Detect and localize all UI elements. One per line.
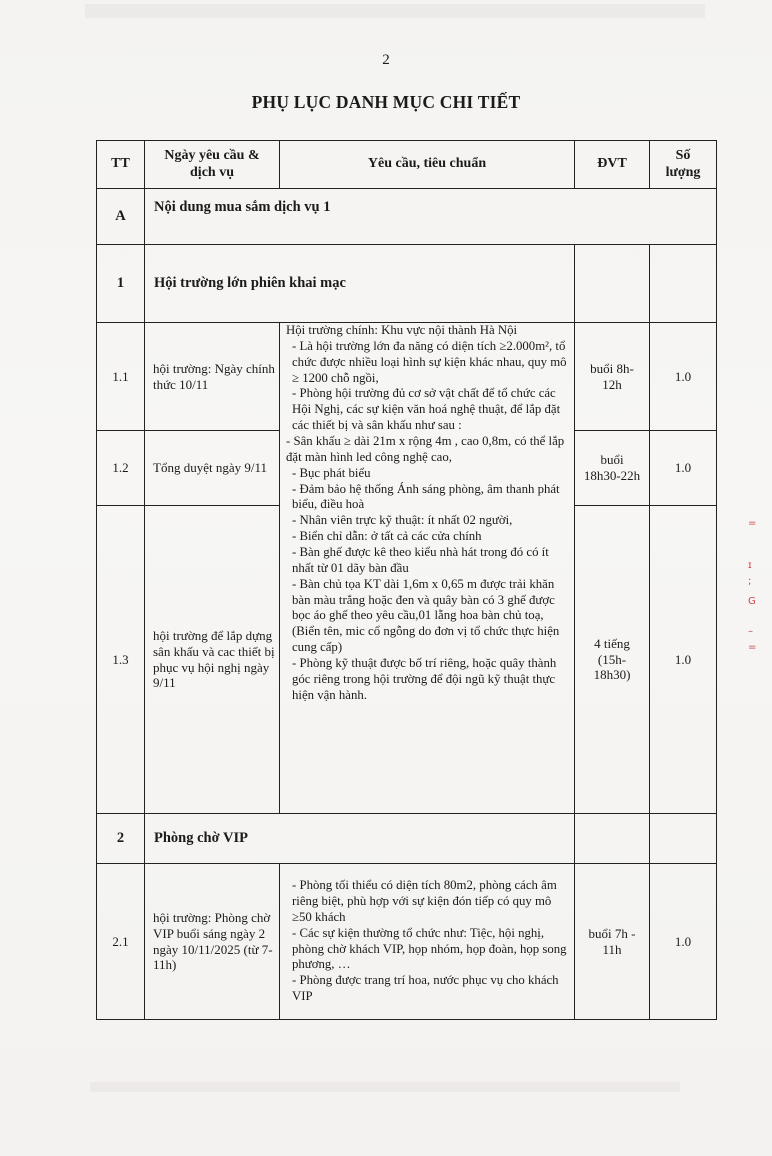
spec-line: - Bục phát biểu [292,465,371,480]
section-2-tt: 2 [97,814,145,864]
table-header-row [97,141,717,189]
spec-cell-section-2 [280,864,575,1020]
row-2-1-request: hội trường: Phòng chờ VIP buổi sáng ngày 2 ngày 10/11/2025 (từ 7-11h) [145,864,280,1020]
section-1-tt: 1 [97,245,145,323]
section-a-name: Nội dung mua sắm dịch vụ 1 [145,189,717,245]
section-a-tt: A [97,189,145,245]
row-1-1-unit: buổi 8h-12h [575,323,650,431]
row-2-1-unit: buổi 7h - 11h [575,864,650,1020]
row-2-1-tt: 2.1 [97,864,145,1020]
row-1-2-unit: buổi 18h30-22h [575,431,650,506]
spec-line: - Phòng được trang trí hoa, nước phục vụ cho khách VIP [292,973,559,1004]
document-page: 2 PHỤ LỤC DANH MỤC CHI TIẾT TT Ngày yêu cầu & dịch vụ Yêu cầu, tiêu chuẩn ĐVT Số lượng A Nội dung mua sắm dịch vụ 1 1 Hội trường lớn phiên khai mạc 1.1 hội trường: Ngày chính thức 10/11 Hội trường chính: Khu vực nội thành Hà Nội - Là hội trường lớn đa năng có diện tích ≥2.000m², tổ chức được nhiều loại hình sự kiện khác nhau, quy mô ≥ 1200 chỗ ngồi, - Phòng hội trường đủ cơ sở vật chất để tổ chức các Hội Nghị, các sự kiện văn hoá nghệ thuật, để lắp đặt các thiết bị và sân khấu như sau : - Sân khấu ≥ dài 21m x rộng 4m , cao 0,8m, có thể lắp đặt màn hình led công nghệ cao, - Bục phát biểu - Đảm bảo hệ thống Ánh sáng phòng, âm thanh phát biểu, điều hoà - Nhân viên trực kỹ thuật: ít nhất 02 người, - Biển chỉ dẫn: ở tất cả các cửa chính - Bàn ghế được kê theo kiểu nhà hát trong đó có ít nhất từ 01 dãy bàn đầu - Bàn chủ tọa KT dài 1,6m x 0,65 m được trải khăn bàn màu trắng hoặc đen và quây bàn có 3 ghế được bọc áo ghế theo yêu cầu,01 lẵng hoa bàn chủ toạ, (Biển tên, mic cổ ngỗng do đơn vị tổ chức thực hiện cung cấp) - Phòng kỹ thuật được bố trí riêng, hoặc quây thành góc riêng trong hội trường để đội ngũ kỹ thuật thực hiện vận hành. buổi 8h-12h 1.0 1.2 Tổng duyệt ngày 9/11 buổi 18h30-22h 1.0 1.3 hội trường để lắp dựng sân khấu và cac thiết bị phục vụ hội nghị ngày 9/11 4 tiếng (15h-18h30) 1.0 2 Phòng chờ VIP 2.1 hội trường: Phòng chờ VIP buổi sáng ngày 2 ngày 10/11/2025 (từ 7-11h) - Phòng tối thiểu có diện tích 80m2, phòng cách âm riêng biệt, phù hợp với sự kiện đón tiếp có quy mô ≥50 khách - Các sự kiện thường tổ chức như: Tiệc, hội nghị, phòng chờ khách VIP, họp nhóm, họp đoàn, họp song phương, … - Phòng được trang trí hoa, nước phục vụ cho khách VIP buổi 7h - 11h 1.0 = ɪ ; G – = [0,0,772,1156]
spec-line: - Đảm bảo hệ thống Ánh sáng phòng, âm thanh phát biểu, điều hoà [292,481,560,512]
document-title: PHỤ LỤC DANH MỤC CHI TIẾT [251,92,521,112]
section-2-name: Phòng chờ VIP [145,814,575,864]
row-1-1-request: hội trường: Ngày chính thức 10/11 [145,323,280,431]
row-1-2-qty: 1.0 [650,431,717,506]
row-1-3-qty: 1.0 [650,506,717,814]
section-2-qty [650,814,717,864]
page-number: 2 [382,52,390,68]
row-1-1-tt: 1.1 [97,323,145,431]
spec-line: - Nhân viên trực kỹ thuật: ít nhất 02 người, [292,513,513,528]
section-row-a [97,189,717,245]
header-qty: Số lượng [650,141,717,189]
section-2-unit [575,814,650,864]
spec-line: - Bàn ghế được kê theo kiểu nhà hát trong đó có ít nhất từ 01 dãy bàn đầu [292,545,549,575]
row-2-1-qty: 1.0 [650,864,717,1020]
scan-shadow-top [85,4,705,18]
section-1-unit [575,245,650,323]
spec-line: - Phòng hội trường đủ cơ sở vật chất để tổ chức các Hội Nghị, các sự kiện văn hoá nghệ thuật, để lắp đặt các thiết bị và sân khấu như sau : [292,386,561,433]
header-unit: ĐVT [575,141,650,189]
section-1-name: Hội trường lớn phiên khai mạc [145,245,575,323]
section-row-1 [97,245,717,323]
spec-line: - Phòng tối thiểu có diện tích 80m2, phòng cách âm riêng biệt, phù hợp với sự kiện đón tiếp có quy mô ≥50 khách [292,878,557,924]
spec-cell-section-1 [280,323,575,814]
spec-line: Hội trường chính: Khu vực nội thành Hà Nội [286,323,518,337]
section-1-qty [650,245,717,323]
table-row [97,323,717,431]
scan-shadow-bottom [90,1082,680,1092]
row-1-1-qty: 1.0 [650,323,717,431]
spec-line: - Là hội trường lớn đa năng có diện tích ≥2.000m², tổ chức được nhiều loại hình sự kiện khác nhau, quy mô ≥ 1200 chỗ ngồi, [292,338,567,385]
row-1-2-tt: 1.2 [97,431,145,506]
spec-line: - Sân khấu ≥ dài 21m x rộng 4m , cao 0,8m, có thể lắp đặt màn hình led công nghệ cao, [286,434,565,464]
row-1-3-unit: 4 tiếng (15h-18h30) [575,506,650,814]
row-1-3-tt: 1.3 [97,506,145,814]
table-row [97,864,717,1020]
header-tt: TT [97,141,145,189]
row-1-3-request: hội trường để lắp dựng sân khấu và cac thiết bị phục vụ hội nghị ngày 9/11 [145,506,280,814]
header-request: Ngày yêu cầu & dịch vụ [145,141,280,189]
spec-line: - Biển chỉ dẫn: ở tất cả các cửa chính [292,529,482,544]
row-1-2-request: Tổng duyệt ngày 9/11 [145,431,280,506]
appendix-table [96,140,717,1020]
header-spec: Yêu cầu, tiêu chuẩn [280,141,575,189]
spec-line: - Phòng kỹ thuật được bố trí riêng, hoặc quây thành góc riêng trong hội trường để đội ngũ kỹ thuật thực hiện vận hành. [292,656,557,702]
spec-line: - Bàn chủ tọa KT dài 1,6m x 0,65 m được trải khăn bàn màu trắng hoặc đen và quây bàn có 3 ghế được bọc áo ghế theo yêu cầu,01 lẵng hoa bàn chủ toạ, (Biển tên, mic cổ ngỗng do đơn vị tổ chức thực hiện cung cấp) [292,576,560,655]
section-row-2 [97,814,717,864]
spec-line: - Các sự kiện thường tổ chức như: Tiệc, hội nghị, phòng chờ khách VIP, họp nhóm, họp đoàn, họp song phương, … [292,925,567,972]
